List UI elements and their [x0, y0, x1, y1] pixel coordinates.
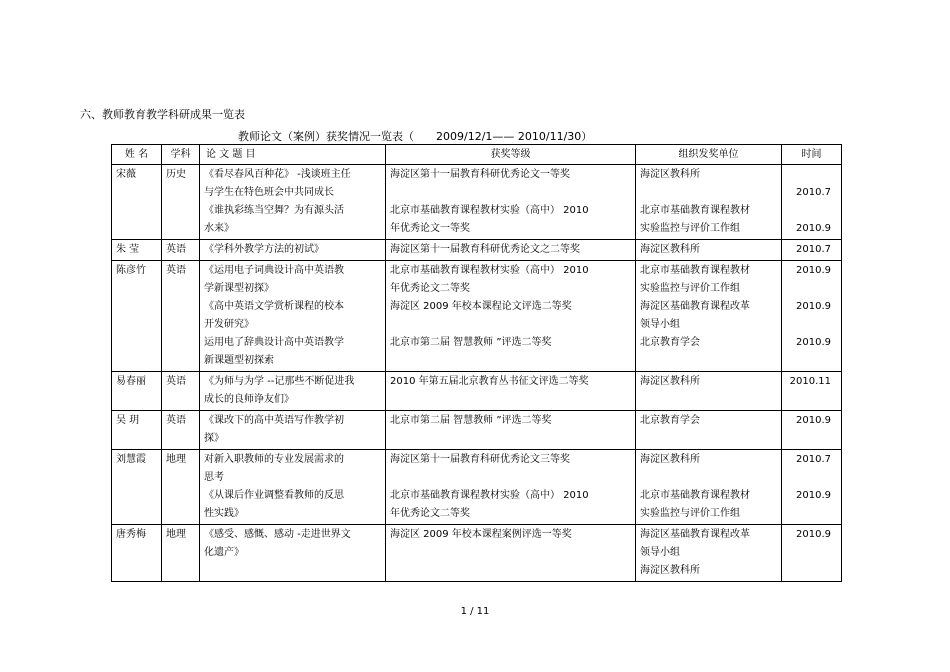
subject-cell: 历史	[162, 165, 200, 240]
paper-title-line: 《看尽春风百种花》 -浅谈班主任	[204, 169, 351, 180]
award-organization-line: 海淀区基础教育课程改革	[640, 529, 750, 540]
award-organization-line: 实验监控与评价工作组	[640, 283, 740, 294]
award-time-line	[786, 562, 831, 580]
paper-title-line: 《谁执彩练当空舞？为有源头活	[204, 205, 344, 216]
table-body	[112, 165, 842, 582]
award-level-line: 年优秀论文二等奖	[390, 508, 470, 519]
paper-title-line	[204, 562, 381, 580]
awards-table	[111, 144, 842, 582]
award-time-line	[786, 469, 831, 487]
teacher-name: 吴 玥	[112, 411, 162, 450]
award-level-line: 2010 年第五届北京教育丛书征文评选二等奖	[390, 376, 589, 387]
paper-title-line: 与学生在特色班会中共同成长	[204, 187, 334, 198]
subject-cell: 地理	[162, 450, 200, 525]
award-time	[782, 372, 842, 411]
award-time-line: 2010.7	[796, 244, 831, 255]
award-level	[386, 411, 636, 450]
paper-title-line: 新课题型初探索	[204, 355, 274, 366]
award-time-line	[786, 166, 831, 184]
table-row	[112, 372, 842, 411]
paper-title-line: 成长的良师诤友们》	[204, 394, 294, 405]
award-organization-line: 实验监控与评价工作组	[640, 508, 740, 519]
award-time-line	[786, 202, 831, 220]
award-time-line: 2010.9	[796, 223, 831, 234]
award-organization-line: 北京市基础教育课程教材	[640, 490, 750, 501]
paper-title-line: 《课改下的高中英语写作教学初	[204, 415, 344, 426]
table-row	[112, 165, 842, 240]
subject-cell: 英语	[162, 240, 200, 261]
award-level-line: 海淀区第十一届教育科研优秀论文三等奖	[390, 454, 570, 465]
award-organization-line	[640, 391, 777, 409]
paper-title-line: 对新入职教师的专业发展需求的	[204, 454, 344, 465]
paper-title	[200, 240, 386, 261]
award-level-line: 北京市第二届 智慧教师 ”评选二等奖	[390, 415, 552, 426]
award-organization-line: 实验监控与评价工作组	[640, 223, 740, 234]
paper-title-line: 《为师与为学 --记那些不断促进我	[204, 376, 355, 387]
teacher-name: 易春丽	[112, 372, 162, 411]
award-level-line: 年优秀论文二等奖	[390, 283, 470, 294]
award-time	[782, 165, 842, 240]
paper-title-line: 运用电了辞典设计高中英语教学	[204, 337, 344, 348]
award-level	[386, 372, 636, 411]
paper-title	[200, 450, 386, 525]
award-level-line: 北京市基础教育课程教材实验（高中） 2010	[390, 490, 589, 501]
award-time-line	[786, 505, 831, 523]
award-organization-line: 北京市基础教育课程教材	[640, 265, 750, 276]
award-organization-line: 海淀区教科所	[640, 565, 700, 576]
award-level-line: 海淀区第十一届教育科研优秀论文一等奖	[390, 169, 570, 180]
award-organization-line: 北京教育学会	[640, 337, 700, 348]
award-time	[782, 261, 842, 372]
paper-title-line: 《运用电子词典设计高中英语教	[204, 265, 344, 276]
subject-cell: 英语	[162, 372, 200, 411]
teacher-name: 唐秀梅	[112, 525, 162, 582]
page-number: 1 / 11	[460, 606, 490, 617]
paper-title-line: 思考	[204, 472, 224, 483]
table-title-text: 教师论文（案例）获奖情况一览表（	[238, 130, 414, 143]
award-level-line	[390, 352, 631, 370]
award-time-line	[786, 391, 831, 409]
col-header-time: 时间	[782, 145, 842, 165]
subject-cell: 地理	[162, 525, 200, 582]
paper-title-line: 开发研究》	[204, 319, 254, 330]
award-time-line	[786, 280, 831, 298]
award-organization-line: 北京教育学会	[640, 415, 700, 426]
award-level-line: 海淀区 2009 年校本课程案例评选一等奖	[390, 529, 572, 540]
award-organization-line: 海淀区基础教育课程改革	[640, 301, 750, 312]
col-header-name: 姓 名	[112, 145, 162, 165]
award-organization-line: 海淀区教科所	[640, 376, 700, 387]
award-time	[782, 240, 842, 261]
award-time-line	[786, 316, 831, 334]
paper-title	[200, 165, 386, 240]
award-time-line: 2010.9	[796, 490, 831, 501]
award-level-line: 北京市第二届 智慧教师 ”评选二等奖	[390, 337, 552, 348]
award-level-line	[390, 391, 631, 409]
award-organization	[636, 165, 782, 240]
paper-title-line: 《学科外教学方法的初试》	[204, 244, 324, 255]
table-row	[112, 450, 842, 525]
paper-title-line: 学新课型初探》	[204, 283, 274, 294]
award-time-line	[786, 430, 831, 448]
table-title	[238, 128, 592, 144]
section-heading: 六、教师教育教学科研成果一览表	[80, 108, 245, 121]
table-title-range: 2009/12/1—— 2010/11/30）	[436, 130, 593, 143]
award-level-line	[390, 316, 631, 334]
table-row	[112, 411, 842, 450]
paper-title-line: 水来》	[204, 223, 234, 234]
paper-title	[200, 411, 386, 450]
paper-title-line: 《从课后作业调整看教师的反思	[204, 490, 344, 501]
award-time-line: 2010.7	[796, 454, 831, 465]
table-row	[112, 240, 842, 261]
award-level-line	[390, 544, 631, 562]
award-time-line: 2010.9	[796, 337, 831, 348]
award-time-line: 2010.9	[796, 301, 831, 312]
paper-title	[200, 525, 386, 582]
award-level-line: 北京市基础教育课程教材实验（高中） 2010	[390, 205, 589, 216]
award-level-line: 海淀区 2009 年校本课程论文评选二等奖	[390, 301, 572, 312]
award-organization	[636, 450, 782, 525]
paper-title-line: 性实践》	[204, 508, 244, 519]
table-row	[112, 261, 842, 372]
award-organization	[636, 411, 782, 450]
teacher-name: 朱 莹	[112, 240, 162, 261]
award-level-line	[390, 184, 631, 202]
award-level-line: 年优秀论文一等奖	[390, 223, 470, 234]
award-level-line: 海淀区第十一届教育科研优秀论文之二等奖	[390, 244, 580, 255]
paper-title-line: 《感受、感慨、感动 -走进世界文	[204, 529, 351, 540]
table-header-row	[112, 145, 842, 165]
award-time	[782, 411, 842, 450]
award-organization-line: 海淀区教科所	[640, 169, 700, 180]
award-organization	[636, 240, 782, 261]
teacher-name: 陈彦竹	[112, 261, 162, 372]
award-level	[386, 240, 636, 261]
award-level-line: 北京市基础教育课程教材实验（高中） 2010	[390, 265, 589, 276]
award-organization-line: 领导小组	[640, 319, 680, 330]
award-organization-line	[640, 184, 777, 202]
award-organization-line	[640, 430, 777, 448]
col-header-subject: 学科	[162, 145, 200, 165]
paper-title-line: 探》	[204, 433, 224, 444]
subject-cell: 英语	[162, 411, 200, 450]
teacher-name: 宋薇	[112, 165, 162, 240]
award-time-line: 2010.9	[796, 265, 831, 276]
award-time-line: 2010.9	[796, 529, 831, 540]
award-level	[386, 165, 636, 240]
award-time-line	[786, 544, 831, 562]
award-time	[782, 450, 842, 525]
paper-title-line: 化遗产》	[204, 547, 244, 558]
teacher-name: 刘慧霞	[112, 450, 162, 525]
col-header-org: 组织发奖单位	[636, 145, 782, 165]
award-organization-line: 领导小组	[640, 547, 680, 558]
award-time-line	[786, 352, 831, 370]
award-organization	[636, 525, 782, 582]
col-header-award: 获奖等级	[386, 145, 636, 165]
award-organization-line: 海淀区教科所	[640, 244, 700, 255]
award-organization-line	[640, 469, 777, 487]
paper-title	[200, 261, 386, 372]
award-level	[386, 525, 636, 582]
paper-title-line: 《高中英语文学赏析课程的校本	[204, 301, 344, 312]
award-time-line: 2010.11	[789, 376, 831, 387]
paper-title	[200, 372, 386, 411]
col-header-paper: 论 文 题 目	[200, 145, 386, 165]
award-time-line: 2010.7	[796, 187, 831, 198]
award-organization-line: 海淀区教科所	[640, 454, 700, 465]
award-level	[386, 261, 636, 372]
award-organization	[636, 372, 782, 411]
award-time-line: 2010.9	[796, 415, 831, 426]
award-organization-line: 北京市基础教育课程教材	[640, 205, 750, 216]
table-row	[112, 525, 842, 582]
subject-cell: 英语	[162, 261, 200, 372]
award-level-line	[390, 469, 631, 487]
award-level	[386, 450, 636, 525]
award-level-line	[390, 430, 631, 448]
award-time	[782, 525, 842, 582]
award-level-line	[390, 562, 631, 580]
award-organization-line	[640, 352, 777, 370]
award-organization	[636, 261, 782, 372]
